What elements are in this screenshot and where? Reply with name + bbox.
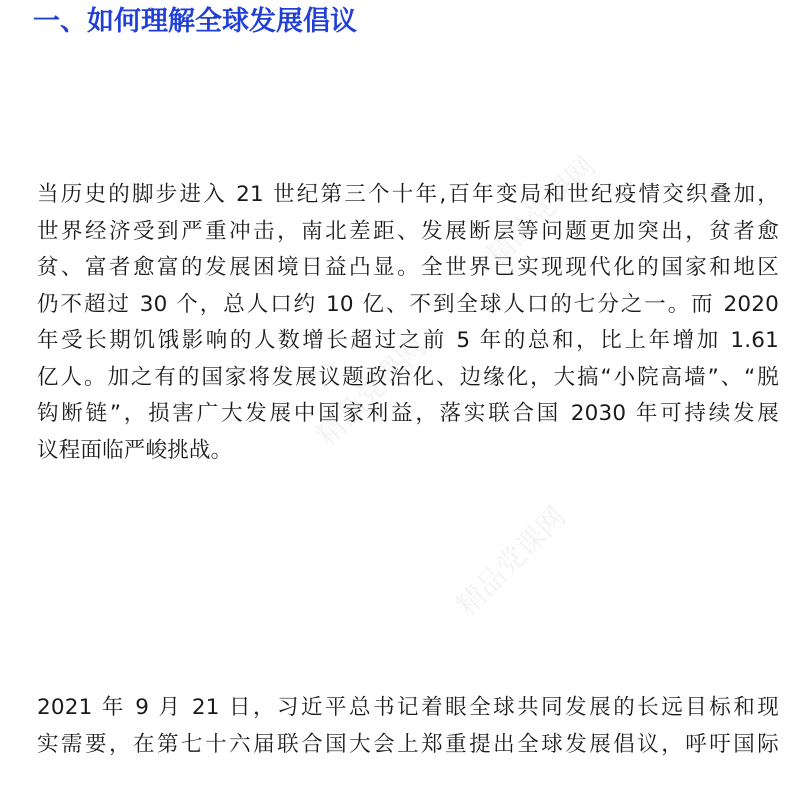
paragraph-line: 实需要，在第七十六届联合国大会上郑重提出全球发展倡议，呼吁国际 [37,731,779,757]
watermark: 精品党课网 [479,149,603,273]
paragraph-line: 钩断链”，损害广大发展中国家利益，落实联合国 2030 年可持续发展 [37,401,779,426]
paragraph-line: 贫、富者愈富的发展困境日益凸显。全世界已实现现代化的国家和地区 [37,255,779,280]
paragraph-line: 当历史的脚步进入 21 世纪第三个十年,百年变局和世纪疫情交织叠加， [37,182,779,207]
section-heading: 一、如何理解全球发展倡议 [33,6,357,37]
paragraph-line: 亿人。加之有的国家将发展议题政治化、边缘化，大搞“小院高墙”、“脱 [37,364,779,390]
paragraph-line: 议程面临严峻挑战。 [37,437,233,463]
watermark: 精品党课网 [449,499,573,623]
paragraph-1 [37,177,779,469]
paragraph-line: 世界经济受到严重冲击，南北差距、发展断层等问题更加突出，贫者愈 [37,218,779,244]
paragraph-line: 仍不超过 30 个，总人口约 10 亿、不到全球人口的七分之一。而 2020 [37,291,779,317]
paragraph-line: 2021 年 9 月 21 日，习近平总书记着眼全球共同发展的长远目标和现 [37,695,779,720]
paragraph-2 [37,690,779,763]
paragraph-line: 年受长期饥饿影响的人数增长超过之前 5 年的总和，比上年增加 1.61 [37,328,779,353]
watermark: 精品党课网 [309,329,433,453]
